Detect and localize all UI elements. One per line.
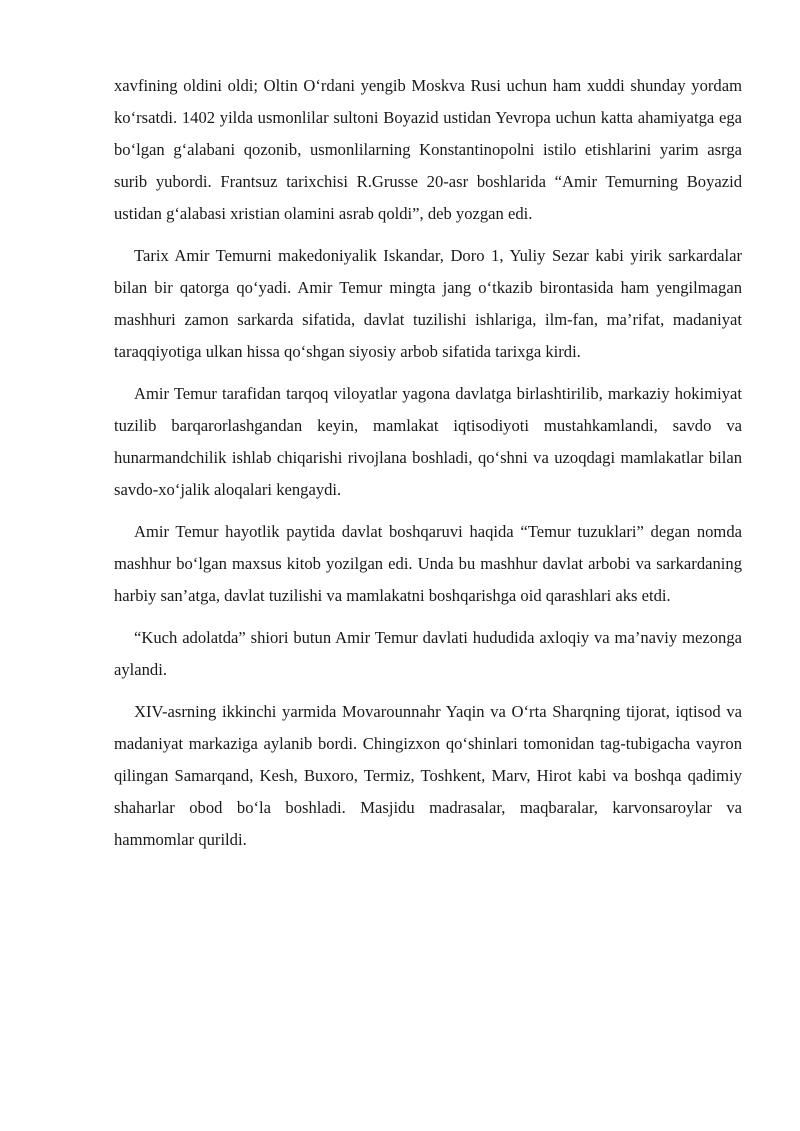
paragraph-2: Tarix Amir Temurni makedoniyalik Iskandar, Doro 1, Yuliy Sezar kabi yirik sarkardalar bilan bir qatorga qo‘yadi. Amir Temur mingta jang o‘tkazib birontasida ham yengilmagan mashhuri zamon sarkarda sifatida, davlat tuzilishi ishlariga, ilm-fan, ma’rifat, madaniyat taraqqiyotiga ulkan hissa qo‘shgan siyosiy arbob sifatida tarixga kirdi. bbox=[114, 246, 742, 361]
paragraph-1: xavfining oldini oldi; Oltin O‘rdani yengib Moskva Rusi uchun ham xuddi shunday yordam ko‘rsatdi. 1402 yilda usmonlilar sultoni Boyazid ustidan Yevropa uchun katta ahamiyatga ega bo‘lgan g‘alabani qozonib, usmonlilarning Konstantinopolni istilo etishlarini yarim asrga surib yubordi. Frantsuz tarixchisi R.Grusse 20-asr boshlarida “Amir Temurning Boyazid ustidan g‘alabasi xristian olamini asrab qoldi”, deb yozgan edi. bbox=[114, 76, 742, 223]
document-page bbox=[114, 70, 742, 866]
paragraph-6: XIV-asrning ikkinchi yarmida Movarounnahr Yaqin va O‘rta Sharqning tijorat, iqtisod va madaniyat markaziga aylanib bordi. Chingizxon qo‘shinlari tomonidan tag-tubigacha vayron qilingan Samarqand, Kesh, Buxoro, Termiz, Toshkent, Marv, Hirot kabi va boshqa qadimiy shaharlar obod bo‘la boshladi. Masjidu madrasalar, maqbaralar, karvonsaroylar va hammomlar qurildi. bbox=[114, 702, 742, 849]
paragraph-3: Amir Temur tarafidan tarqoq viloyatlar yagona davlatga birlashtirilib, markaziy hokimiyat tuzilib barqarorlashgandan keyin, mamlakat iqtisodiyoti mustahkamlandi, savdo va hunarmandchilik ishlab chiqarishi rivojlana boshladi, qo‘shni va uzoqdagi mamlakatlar bilan savdo-xo‘jalik aloqalari kengaydi. bbox=[114, 384, 742, 499]
paragraph-5: “Kuch adolatda” shiori butun Amir Temur davlati hududida axloqiy va ma’naviy mezonga aylandi. bbox=[114, 628, 742, 679]
paragraph-4: Amir Temur hayotlik paytida davlat boshqaruvi haqida “Temur tuzuklari” degan nomda mashhur bo‘lgan maxsus kitob yozilgan edi. Unda bu mashhur davlat arbobi va sarkardaning harbiy san’atga, davlat tuzilishi va mamlakatni boshqarishga oid qarashlari aks etdi. bbox=[114, 522, 742, 605]
